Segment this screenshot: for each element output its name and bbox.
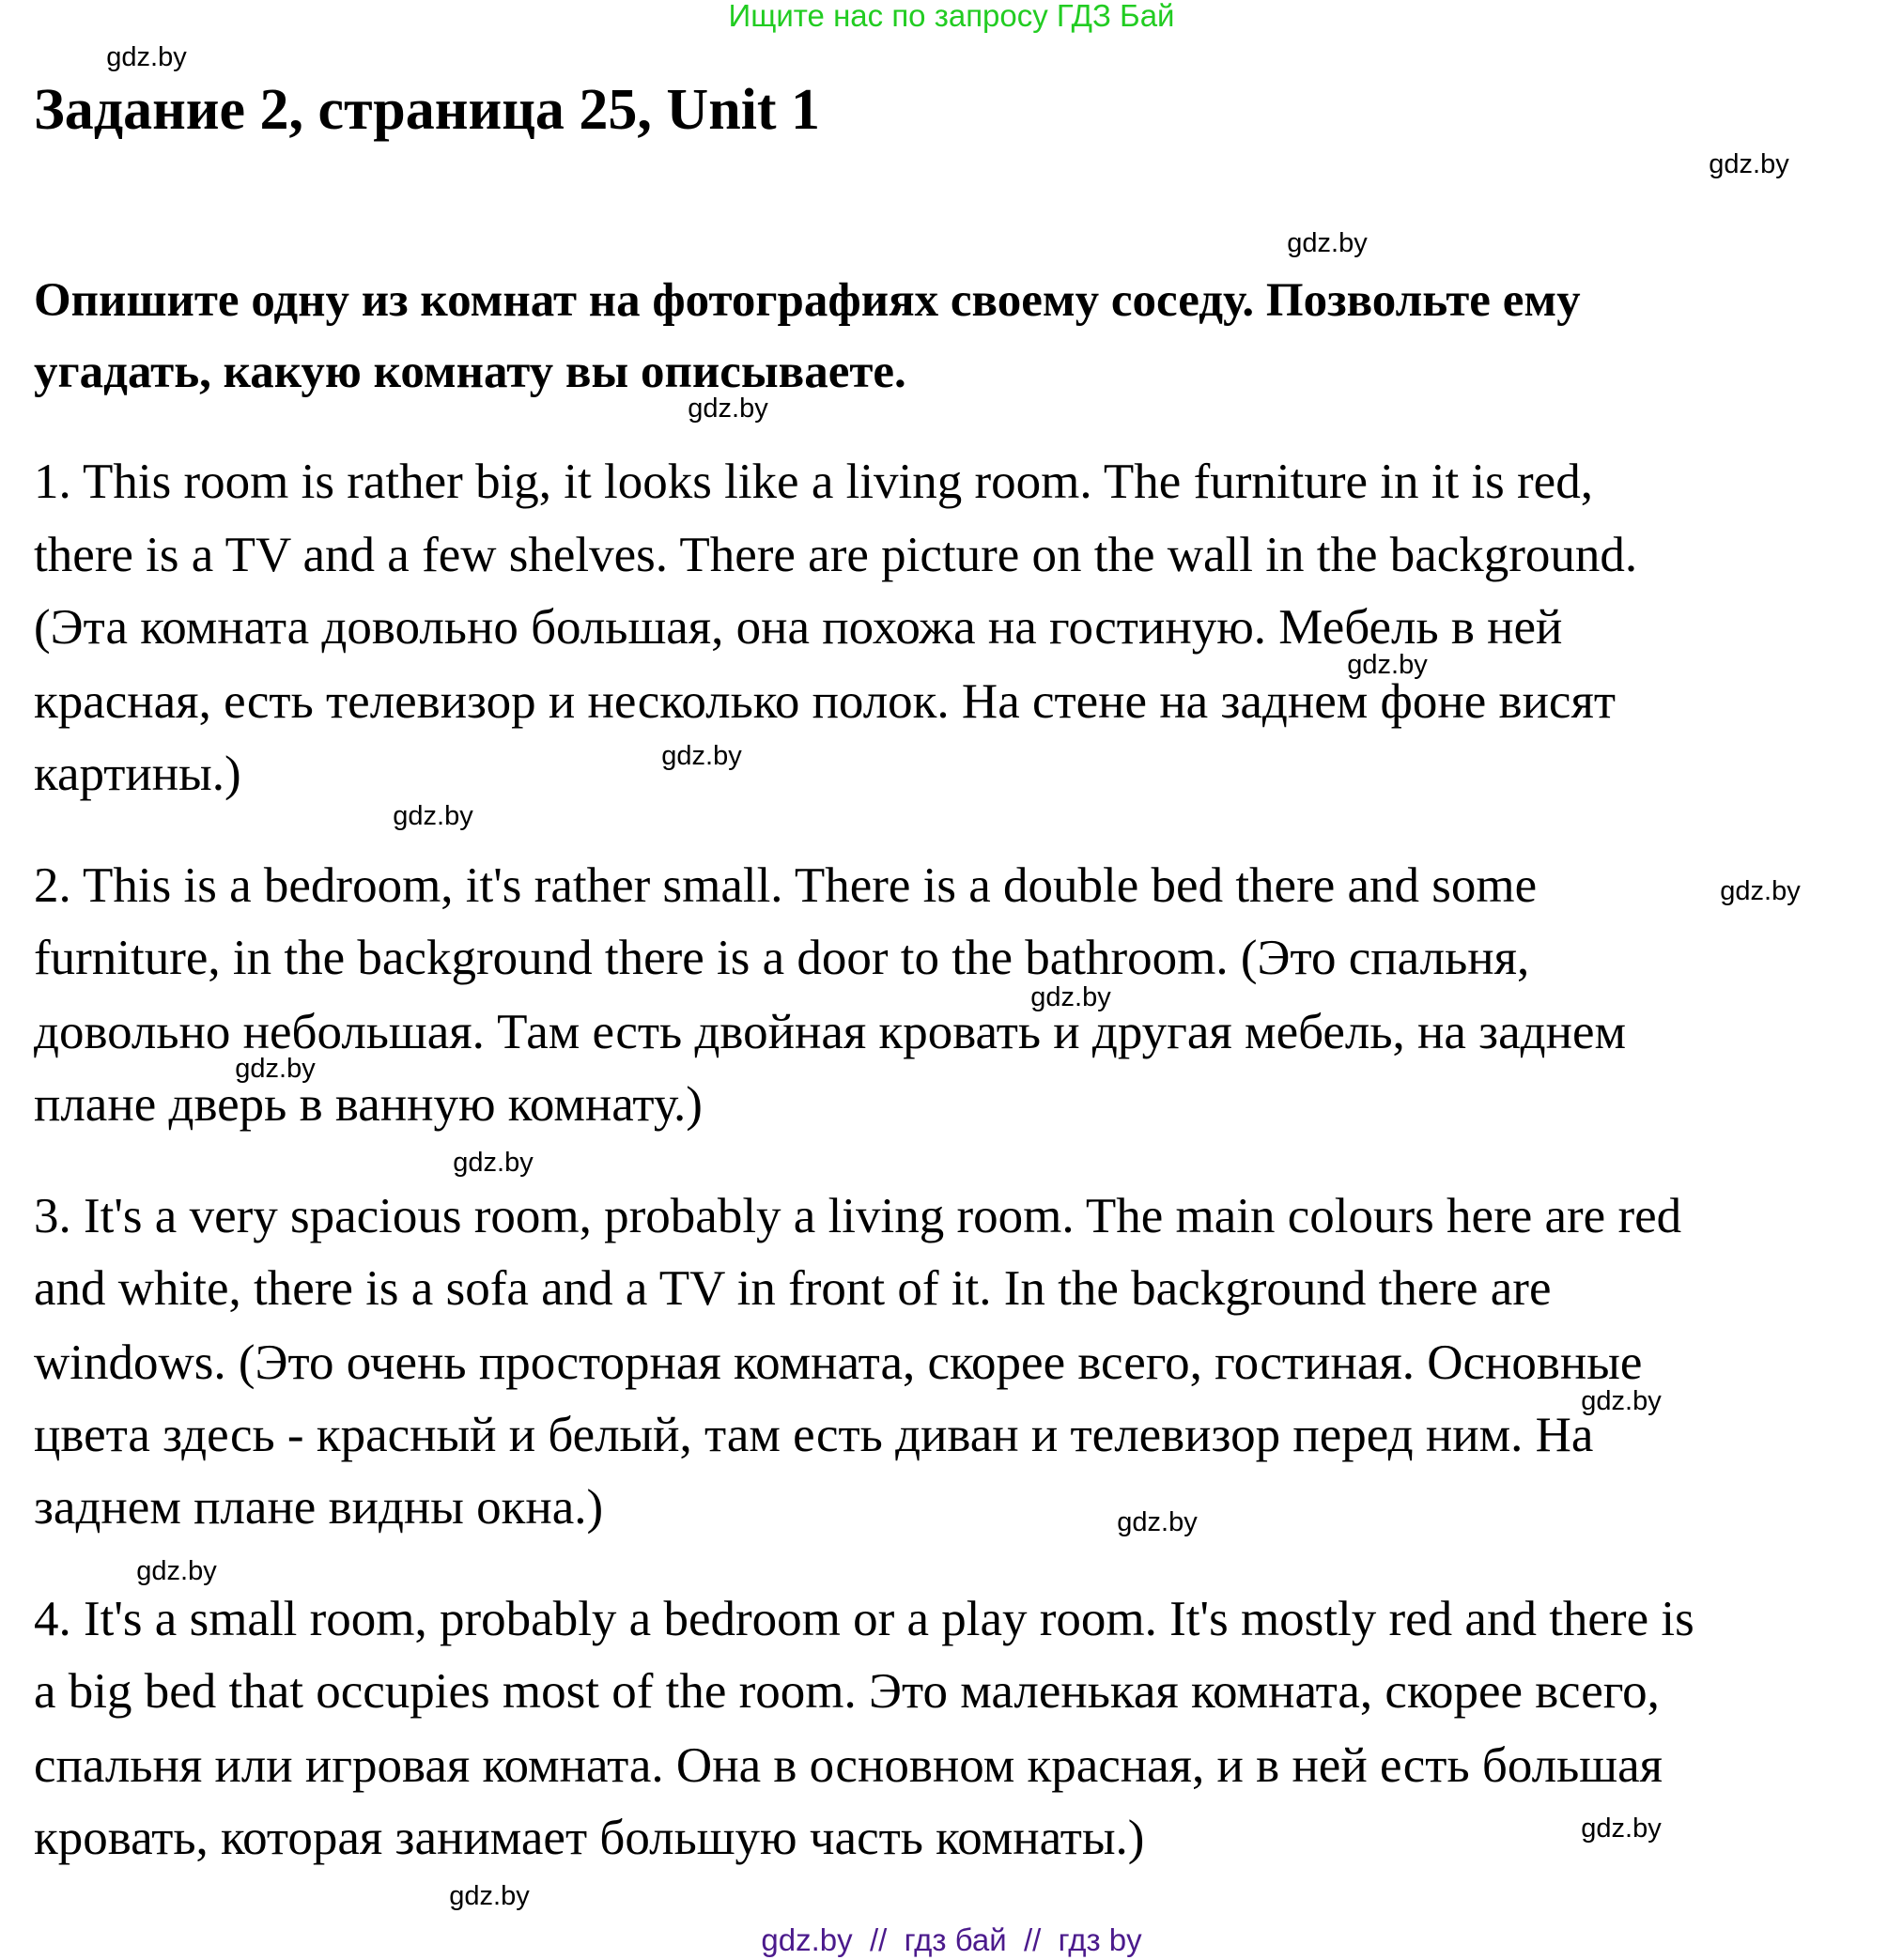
answer-4-line: a big bed that occupies most of the room. Это маленькая комната, скорее всего, (34, 1664, 1660, 1719)
watermark: gdz.by (106, 42, 187, 72)
answer-1-line: картины.) (34, 747, 241, 801)
answer-3-line: and white, there is a sofa and a TV in front of it. In the background there are (34, 1261, 1552, 1316)
answer-2-line: furniture, in the background there is a door to the bathroom. (Это спальня, (34, 931, 1530, 985)
answer-4-line: спальня или игровая комната. Она в основном красная, и в ней есть большая (34, 1738, 1663, 1793)
answer-2-line: 2. This is a bedroom, it's rather small. There is a double bed there and some (34, 858, 1538, 913)
watermark: gdz.by (235, 1054, 316, 1084)
watermark: gdz.by (393, 801, 473, 831)
watermark: gdz.by (688, 394, 768, 424)
answer-3-line: windows. (Это очень просторная комната, скорее всего, гостиная. Основные (34, 1335, 1643, 1390)
watermark: gdz.by (136, 1556, 217, 1586)
answer-4-line: кровать, которая занимает большую часть комнаты.) (34, 1811, 1145, 1865)
answer-1-line: (Эта комната довольно большая, она похожа на гостиную. Мебель в ней (34, 600, 1563, 655)
watermark: gdz.by (1581, 1813, 1662, 1844)
watermark: gdz.by (1720, 876, 1801, 906)
answer-1-line: 1. This room is rather big, it looks like a living room. The furniture in it is red, (34, 455, 1593, 509)
page-title: Задание 2, страница 25, Unit 1 (34, 78, 821, 142)
watermark: gdz.by (661, 741, 742, 771)
watermark: gdz.by (453, 1148, 534, 1178)
watermark: gdz.by (1581, 1386, 1662, 1416)
answer-2-line: плане дверь в ванную комнату.) (34, 1077, 703, 1132)
answer-2-line: довольно небольшая. Там есть двойная кровать и другая мебель, на заднем (34, 1005, 1627, 1059)
watermark: gdz.by (1709, 149, 1789, 179)
watermark: gdz.by (1117, 1507, 1198, 1537)
answer-4-line: 4. It's a small room, probably a bedroom or a play room. It's mostly red and there is (34, 1592, 1694, 1646)
answer-1-line: красная, есть телевизор и несколько полок. На стене на заднем фоне висят (34, 674, 1616, 729)
watermark: gdz.by (1030, 982, 1111, 1012)
task-line: угадать, какую комнату вы описываете. (34, 346, 906, 398)
watermark: gdz.by (449, 1881, 530, 1911)
answer-1-line: there is a TV and a few shelves. There are picture on the wall in the background. (34, 528, 1638, 582)
bottom-banner: gdz.by // гдз бай // гдз by (761, 1922, 1142, 1957)
answer-3-line: цвета здесь - красный и белый, там есть диван и телевизор перед ним. На (34, 1408, 1594, 1462)
task-line: Опишите одну из комнат на фотографиях своему соседу. Позвольте ему (34, 274, 1581, 327)
answer-3-line: 3. It's a very spacious room, probably a living room. The main colours here are red (34, 1189, 1682, 1243)
top-banner: Ищите нас по запросу ГДЗ Бай (728, 0, 1175, 33)
watermark: gdz.by (1347, 650, 1428, 680)
answer-3-line: заднем плане видны окна.) (34, 1480, 604, 1535)
watermark: gdz.by (1287, 228, 1368, 258)
